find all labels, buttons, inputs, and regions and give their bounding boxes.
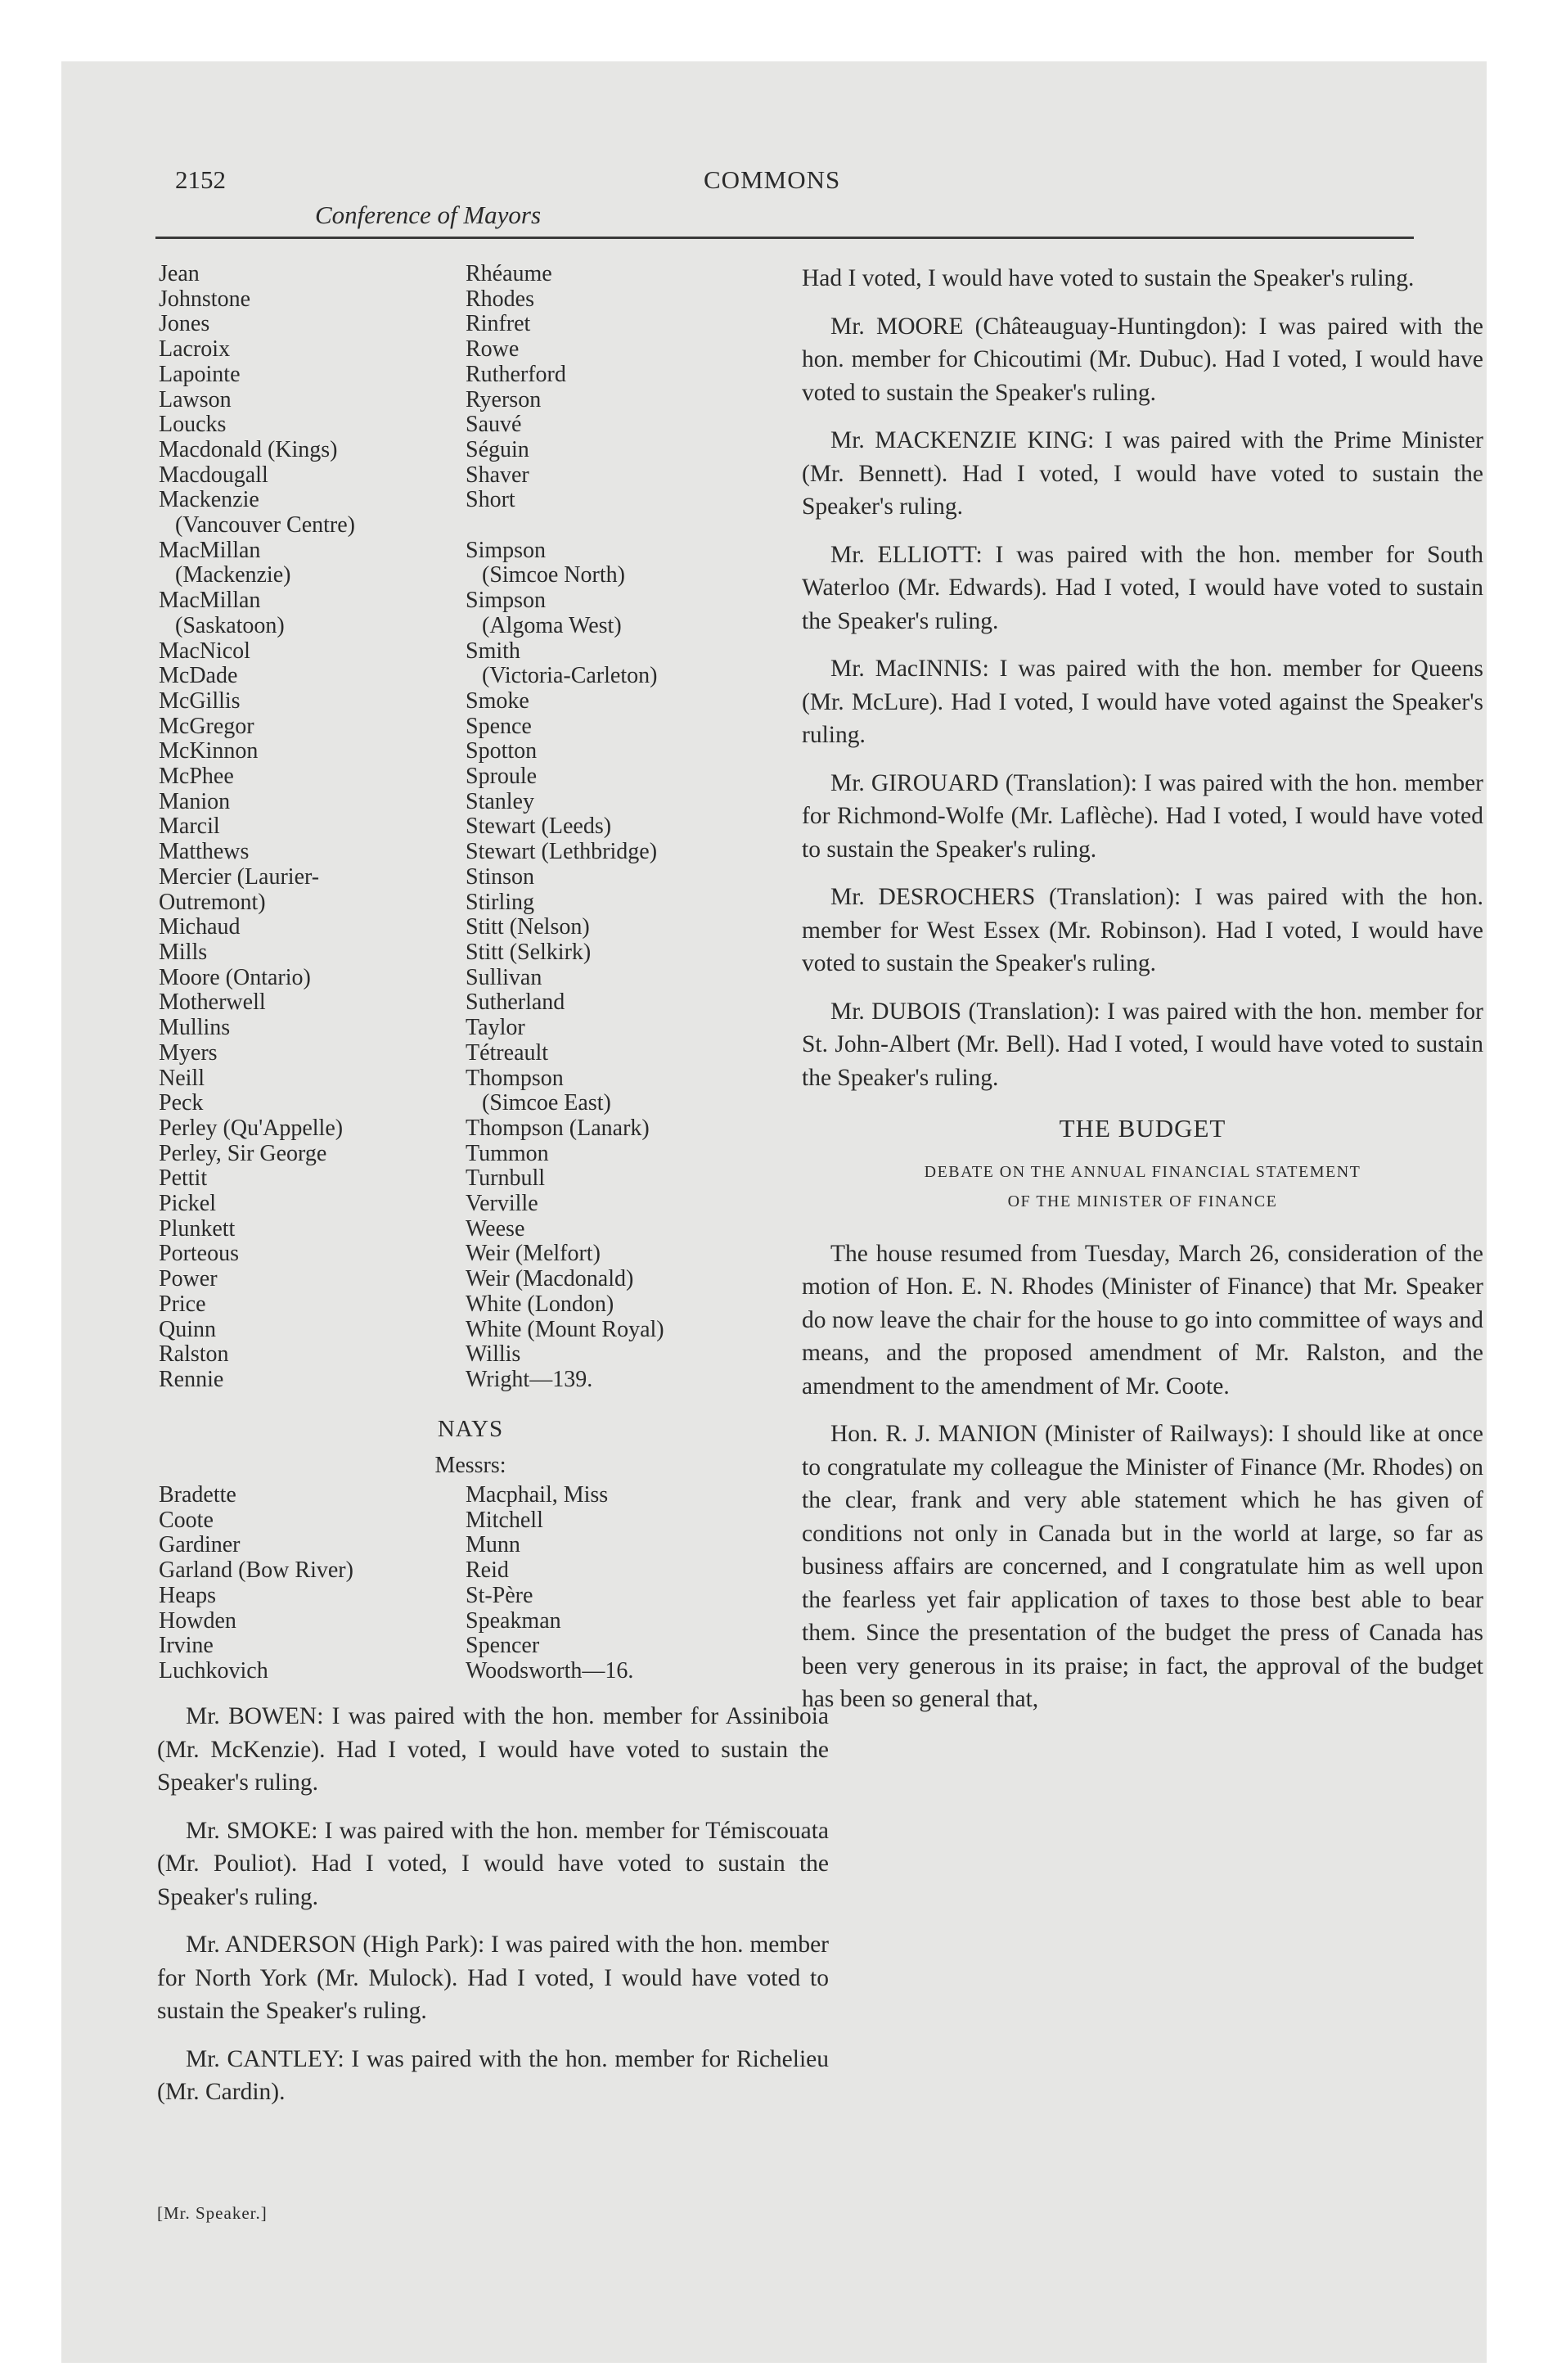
member-name: Mills bbox=[159, 939, 208, 965]
paragraph-manion: Hon. R. J. MANION (Minister of Railways): I should like at once to congratulate my colleague the Minister of Finance (Mr. Rhodes) on the clear, frank and very able statement which he has given of conditions not only in Canada but in the world at large, so far as business affairs are concerned, and I congratulate him as well upon the fearless yet fair application of taxes to those best able to bear them. Since the presentation of the budget the press of Canada has been very generous in its praise; in fact, the approval of the budget has been so general that, bbox=[802, 1421, 1483, 1712]
member-name: Reid bbox=[466, 1557, 509, 1584]
member-name: Pettit bbox=[159, 1165, 208, 1192]
member-name: Perley (Qu'Appelle) bbox=[159, 1115, 344, 1141]
section-title: Conference of Mayors bbox=[315, 201, 542, 229]
nays-list-column-2 bbox=[466, 1483, 633, 1684]
page-number: 2152 bbox=[175, 165, 226, 194]
member-name: Weese bbox=[466, 1215, 525, 1242]
paragraph-mackenzie-king: Mr. MACKENZIE KING: I was paired with the Prime Minister (Mr. Bennett). Had I voted, I would have voted to sustain the Speaker's ruling. bbox=[802, 427, 1483, 520]
member-name: Stitt (Nelson) bbox=[466, 914, 590, 940]
member-name: Motherwell bbox=[159, 989, 266, 1016]
yeas-list-column-2 bbox=[466, 262, 664, 1393]
member-name: Smith bbox=[466, 638, 520, 664]
paragraph-anderson: Mr. ANDERSON (High Park): I was paired with the hon. member for North York (Mr. Mulock). Had I voted, I would have voted to sustain the Speaker's ruling. bbox=[157, 1931, 829, 2024]
member-name: Spencer bbox=[466, 1633, 540, 1659]
member-name: (Mackenzie) bbox=[175, 562, 291, 588]
member-name: MacNicol bbox=[159, 638, 250, 664]
member-name: Sproule bbox=[466, 764, 538, 790]
member-name: White (Mount Royal) bbox=[466, 1316, 664, 1342]
member-name: Coote bbox=[159, 1507, 214, 1533]
member-name: McGillis bbox=[159, 687, 241, 714]
member-name: Stinson bbox=[466, 863, 535, 890]
paragraph-moore: Mr. MOORE (Châteauguay-Huntingdon): I was paired with the hon. member for Chicoutimi (Mr. Dubuc). Had I voted, I would have voted to sustain the Speaker's ruling. bbox=[802, 313, 1483, 406]
member-name: McGregor bbox=[159, 713, 254, 739]
member-name: Loucks bbox=[159, 412, 227, 438]
member-name: Thompson (Lanark) bbox=[466, 1115, 650, 1141]
member-name: Pickel bbox=[159, 1191, 216, 1217]
member-name: Sauvé bbox=[466, 412, 522, 438]
member-name: Stanley bbox=[466, 788, 534, 814]
nays-list-column-1 bbox=[159, 1483, 353, 1684]
member-name: St-Père bbox=[466, 1582, 533, 1608]
member-name: Rhodes bbox=[466, 286, 534, 312]
member-name: Moore (Ontario) bbox=[159, 964, 311, 990]
paragraph-macinnis: Mr. MacINNIS: I was paired with the hon. member for Queens (Mr. McLure). Had I voted, I would have voted against the Speaker's ruling. bbox=[802, 656, 1483, 748]
paragraph-dubois: Mr. DUBOIS (Translation): I was paired with the hon. member for St. John-Albert (Mr. Bell). Had I voted, I would have voted to sustain the Speaker's ruling. bbox=[802, 998, 1483, 1091]
right-column-text bbox=[802, 262, 1483, 1731]
member-name: Ryerson bbox=[466, 386, 542, 412]
member-name: Woodsworth—16. bbox=[466, 1657, 634, 1684]
member-name: Manion bbox=[159, 788, 231, 814]
member-name: Rennie bbox=[159, 1366, 224, 1392]
left-column-text bbox=[157, 1700, 829, 2124]
member-name: Mercier (Laurier- bbox=[159, 863, 320, 890]
member-name: (Algoma West) bbox=[482, 612, 622, 638]
paragraph-bowen: Mr. BOWEN: I was paired with the hon. member for Assiniboia (Mr. McKenzie). Had I voted, I would have voted to sustain the Speaker's ruling. bbox=[157, 1703, 829, 1796]
member-name: Willis bbox=[466, 1341, 521, 1368]
member-name: Wright—139. bbox=[466, 1366, 593, 1392]
member-name: Macphail, Miss bbox=[466, 1482, 609, 1508]
member-name: McKinnon bbox=[159, 738, 259, 764]
footnote: [Mr. Speaker.] bbox=[157, 2203, 268, 2223]
yeas-list-column-1 bbox=[159, 262, 355, 1393]
member-name: Howden bbox=[159, 1607, 236, 1634]
member-name: (Victoria-Carleton) bbox=[482, 663, 658, 689]
member-name: Rhéaume bbox=[466, 261, 552, 286]
member-name: Porteous bbox=[159, 1241, 239, 1267]
member-name: Outremont) bbox=[159, 889, 266, 915]
member-name: Tétreault bbox=[466, 1039, 549, 1066]
member-name: Johnstone bbox=[159, 286, 250, 312]
member-name: Price bbox=[159, 1291, 206, 1317]
member-name: (Simcoe North) bbox=[482, 562, 625, 588]
member-name: (Simcoe East) bbox=[482, 1090, 611, 1116]
member-name: Garland (Bow River) bbox=[159, 1557, 353, 1584]
paragraph-house-resumed: The house resumed from Tuesday, March 26, consideration of the motion of Hon. E. N. Rhodes (Minister of Finance) that Mr. Speaker do now leave the chair for the house to go into committee of ways and means, and the proposed amendment of Mr. Ralston, and the amendment to the amendment of Mr. Coote. bbox=[802, 1240, 1483, 1400]
member-name: Quinn bbox=[159, 1316, 216, 1342]
member-name: Gardiner bbox=[159, 1532, 241, 1558]
nays-heading: NAYS bbox=[437, 1416, 504, 1442]
member-name: Lacroix bbox=[159, 336, 231, 363]
budget-subheading bbox=[802, 1157, 1483, 1216]
member-name: Ralston bbox=[159, 1341, 229, 1368]
member-name: Stirling bbox=[466, 889, 535, 915]
member-name: Rowe bbox=[466, 336, 520, 363]
member-name: Lawson bbox=[159, 386, 232, 412]
member-name bbox=[466, 513, 664, 539]
member-name: Rinfret bbox=[466, 311, 531, 337]
member-name: Jones bbox=[159, 311, 210, 337]
member-name: Mullins bbox=[159, 1015, 231, 1041]
member-name: Luchkovich bbox=[159, 1657, 268, 1684]
member-name: Spotton bbox=[466, 738, 538, 764]
budget-heading: THE BUDGET bbox=[1059, 1114, 1226, 1143]
paragraph-smoke: Mr. SMOKE: I was paired with the hon. member for Témiscouata (Mr. Pouliot). Had I voted, I would have voted to sustain the Speaker's ruling. bbox=[157, 1817, 829, 1910]
messrs-label: Messrs: bbox=[434, 1453, 506, 1478]
member-name: Mackenzie bbox=[159, 487, 259, 513]
member-name: Short bbox=[466, 487, 515, 513]
member-name: Heaps bbox=[159, 1582, 216, 1608]
member-name: Bradette bbox=[159, 1482, 236, 1508]
member-name: Speakman bbox=[466, 1607, 561, 1634]
member-name: Perley, Sir George bbox=[159, 1140, 327, 1166]
page bbox=[61, 61, 1487, 2363]
member-name: MacMillan bbox=[159, 537, 261, 563]
member-name: Michaud bbox=[159, 914, 241, 940]
member-name: Taylor bbox=[466, 1015, 525, 1041]
member-name: Séguin bbox=[466, 436, 529, 462]
member-name: Weir (Melfort) bbox=[466, 1241, 601, 1267]
member-name: Neill bbox=[159, 1065, 205, 1091]
member-name: Stewart (Leeds) bbox=[466, 814, 612, 840]
paragraph-continued: Had I voted, I would have voted to sustain the Speaker's ruling. bbox=[802, 265, 1415, 291]
member-name: Tummon bbox=[466, 1140, 549, 1166]
member-name: Verville bbox=[466, 1191, 538, 1217]
member-name: Shaver bbox=[466, 462, 529, 488]
house-title: COMMONS bbox=[704, 165, 841, 194]
member-name: McPhee bbox=[159, 764, 234, 790]
member-name: Macdonald (Kings) bbox=[159, 436, 338, 462]
member-name: Sullivan bbox=[466, 964, 542, 990]
member-name: White (London) bbox=[466, 1291, 614, 1317]
paragraph-cantley: Mr. CANTLEY: I was paired with the hon. member for Richelieu (Mr. Cardin). bbox=[157, 2045, 829, 2105]
paragraph-girouard: Mr. GIROUARD (Translation): I was paired with the hon. member for Richmond-Wolfe (Mr. Laflèche). Had I voted, I would have voted to sustain the Speaker's ruling. bbox=[802, 769, 1483, 863]
member-name: Weir (Macdonald) bbox=[466, 1266, 634, 1292]
member-name: Macdougall bbox=[159, 462, 268, 488]
member-name: Jean bbox=[159, 261, 200, 286]
member-name: (Saskatoon) bbox=[175, 612, 285, 638]
budget-subheading-line-1: DEBATE ON THE ANNUAL FINANCIAL STATEMENT bbox=[924, 1162, 1361, 1181]
member-name: Marcil bbox=[159, 814, 220, 840]
member-name: Mitchell bbox=[466, 1507, 543, 1533]
page-header bbox=[61, 61, 1487, 266]
member-name: McDade bbox=[159, 663, 238, 689]
member-name: Spence bbox=[466, 713, 532, 739]
member-name: Smoke bbox=[466, 687, 529, 714]
member-name: Myers bbox=[159, 1039, 218, 1066]
member-name: Turnbull bbox=[466, 1165, 546, 1192]
member-name: Peck bbox=[159, 1090, 204, 1116]
member-name: Simpson bbox=[466, 588, 547, 614]
paragraph-desrochers: Mr. DESROCHERS (Translation): I was paired with the hon. member for West Essex (Mr. Robinson). Had I voted, I would have voted to sustain the Speaker's ruling. bbox=[802, 884, 1483, 976]
member-name: Munn bbox=[466, 1532, 520, 1558]
member-name: Stitt (Selkirk) bbox=[466, 939, 592, 965]
header-rule bbox=[155, 237, 1414, 239]
member-name: Power bbox=[159, 1266, 218, 1292]
member-name: MacMillan bbox=[159, 588, 261, 614]
member-name: (Vancouver Centre) bbox=[175, 512, 356, 539]
budget-subheading-line-2: OF THE MINISTER OF FINANCE bbox=[1007, 1192, 1278, 1210]
member-name: Matthews bbox=[159, 839, 250, 865]
member-name: Plunkett bbox=[159, 1215, 236, 1242]
member-name: Simpson bbox=[466, 537, 547, 563]
member-name: Thompson bbox=[466, 1065, 564, 1091]
member-name: Stewart (Lethbridge) bbox=[466, 839, 658, 865]
member-name: Sutherland bbox=[466, 989, 565, 1016]
member-name: Lapointe bbox=[159, 361, 241, 387]
member-name: Irvine bbox=[159, 1633, 214, 1659]
paragraph-elliott: Mr. ELLIOTT: I was paired with the hon. member for South Waterloo (Mr. Edwards). Had I voted, I would have voted to sustain the Speaker's ruling. bbox=[802, 541, 1483, 634]
member-name: Rutherford bbox=[466, 361, 566, 387]
